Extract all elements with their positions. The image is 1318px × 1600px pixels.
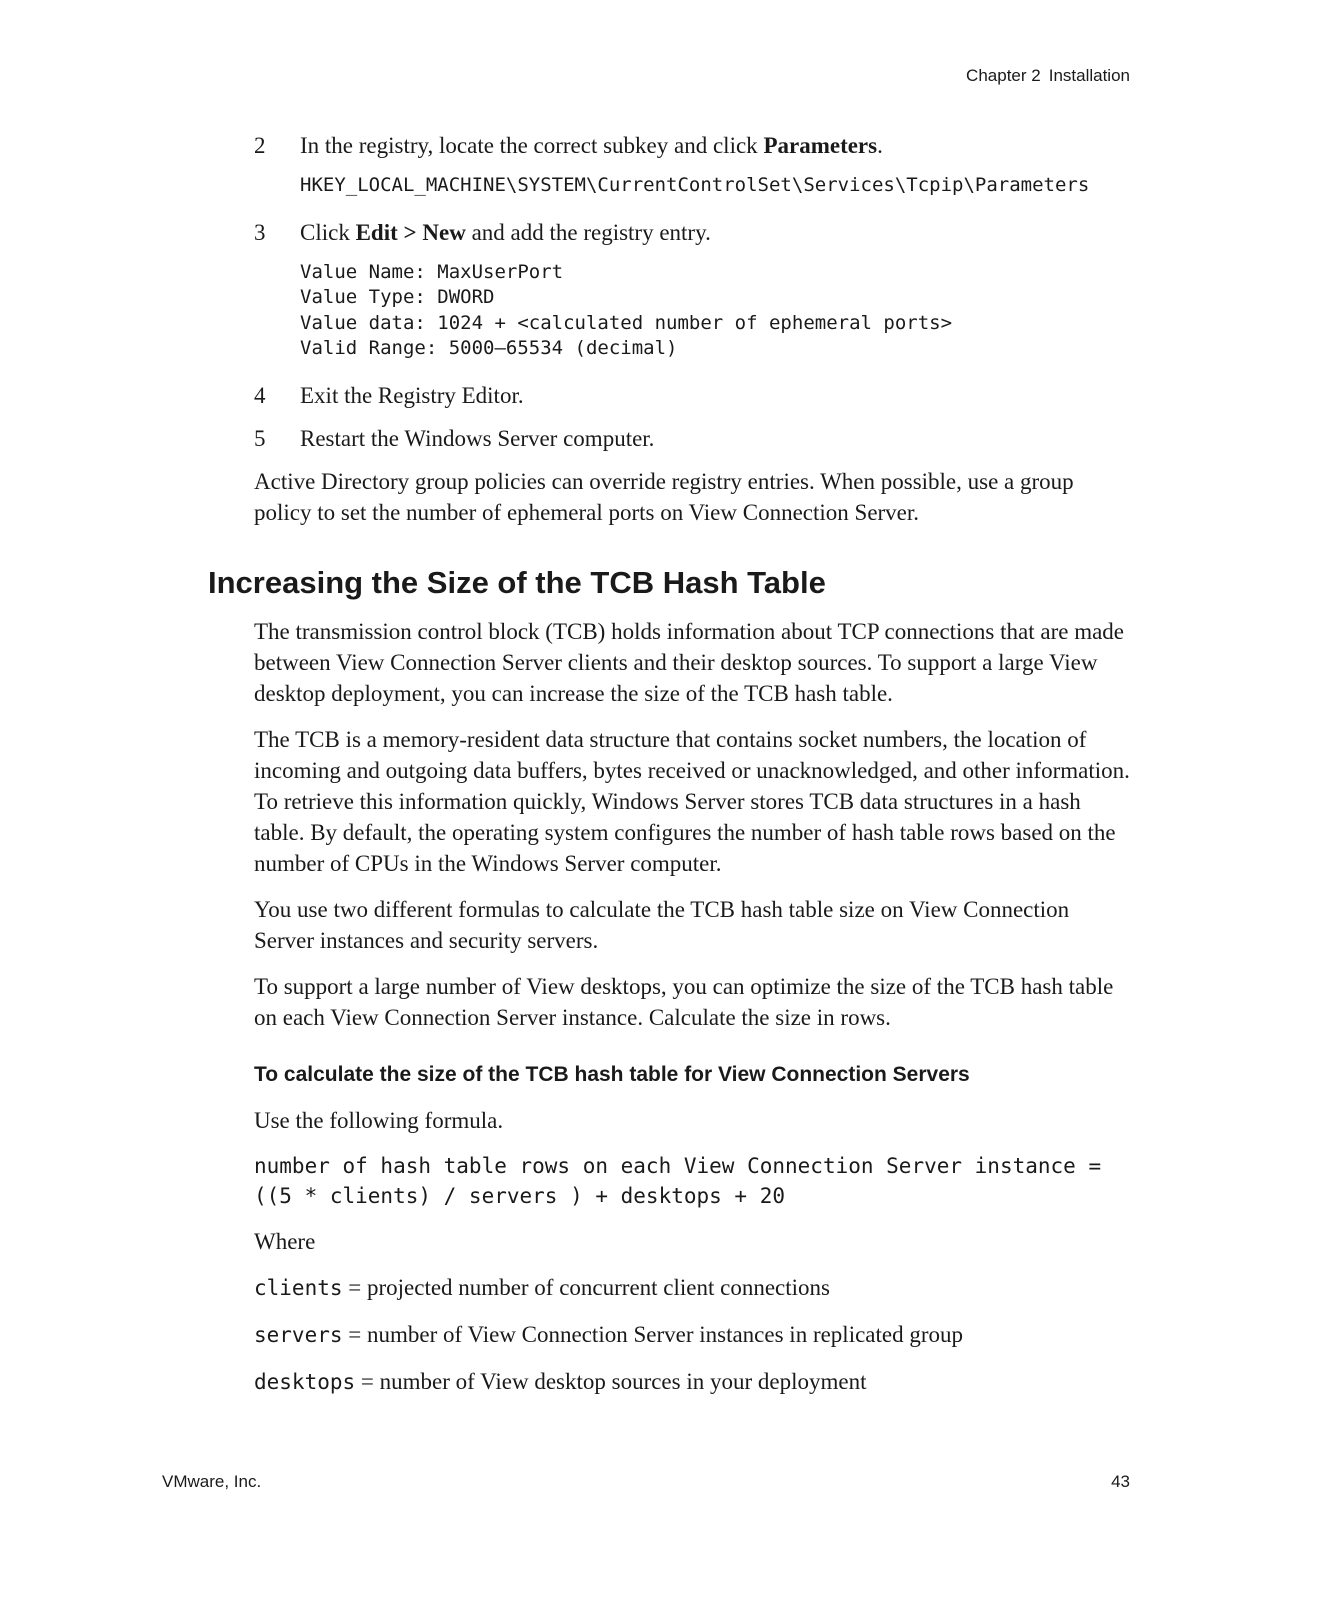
step-4	[254, 380, 1134, 411]
step-text: In the registry, locate the correct subkey and click	[300, 133, 764, 158]
group-policy-note: Active Directory group policies can override registry entries. When possible, use a group policy to set the number of ephemeral ports on View Connection Server.	[254, 468, 1074, 525]
registry-path-code: HKEY_LOCAL_MACHINE\SYSTEM\CurrentControlSet\Services\Tcpip\Parameters	[300, 174, 1090, 196]
step-bold-term: Edit > New	[355, 219, 466, 245]
step-2	[254, 130, 1134, 161]
step-text: Exit the Registry Editor.	[300, 382, 524, 408]
definition-servers	[254, 1319, 1134, 1351]
definition-desc: = number of View desktop sources in your deployment	[355, 1368, 867, 1394]
header-section: Installation	[1048, 66, 1130, 85]
step-number: 4	[254, 382, 266, 408]
definition-term: servers	[254, 1322, 343, 1347]
where-label: Where	[254, 1228, 316, 1254]
step-text: Click	[300, 219, 356, 245]
section-paragraph: You use two different formulas to calculate the TCB hash table size on View Connection Server instances and security servers.	[254, 896, 1070, 953]
formula-code: number of hash table rows on each View Connection Server instance = ((5 * clients) / servers ) + desktops + 20	[254, 1153, 1102, 1208]
header-chapter: Chapter 2	[966, 66, 1041, 85]
step-5	[254, 423, 1134, 454]
registry-entry-code: Value Name: MaxUserPort Value Type: DWORD Value data: 1024 + <calculated number of ephemeral ports> Valid Range: 5000–65534 (decimal)	[300, 260, 953, 359]
page-content	[208, 130, 1134, 1413]
procedure-intro: Use the following formula.	[254, 1107, 504, 1133]
definition-term: desktops	[254, 1369, 356, 1394]
step-text-end: and add the registry entry.	[465, 219, 711, 245]
definition-clients	[254, 1272, 1134, 1304]
step-text: Restart the Windows Server computer.	[300, 425, 655, 451]
section-heading: Increasing the Size of the TCB Hash Table	[208, 564, 826, 600]
section-paragraph: The TCB is a memory-resident data structure that contains socket numbers, the location of incoming and outgoing data buffers, bytes received or unacknowledged, and other information. To retrieve this information quickly, Windows Server stores TCB data structures in a hash table. By default, the operating system configures the number of hash table rows based on the number of CPUs in the Windows Server computer.	[254, 726, 1130, 876]
definition-desc: = number of View Connection Server instances in replicated group	[342, 1321, 964, 1347]
step-bold-term: Parameters	[763, 133, 878, 158]
step-number: 3	[254, 219, 266, 245]
section-paragraph: To support a large number of View desktops, you can optimize the size of the TCB hash table on each View Connection Server instance. Calculate the size in rows.	[254, 973, 1114, 1030]
footer-company: VMware, Inc.	[162, 1472, 262, 1491]
definition-desc: = projected number of concurrent client connections	[342, 1274, 830, 1300]
footer-page-number: 43	[1111, 1472, 1130, 1491]
step-3	[254, 217, 1134, 248]
step-number: 5	[254, 425, 266, 451]
section-paragraph: The transmission control block (TCB) holds information about TCP connections that are made between View Connection Server clients and their desktop sources. To support a large View desktop deployment, you can increase the size of the TCB hash table.	[254, 618, 1125, 706]
step-number: 2	[254, 133, 266, 158]
running-header	[966, 66, 1130, 86]
step-text-end: .	[877, 133, 883, 158]
definition-term: clients	[254, 1275, 343, 1300]
definition-desktops	[254, 1366, 1134, 1398]
procedure-heading: To calculate the size of the TCB hash table for View Connection Servers	[254, 1062, 970, 1086]
